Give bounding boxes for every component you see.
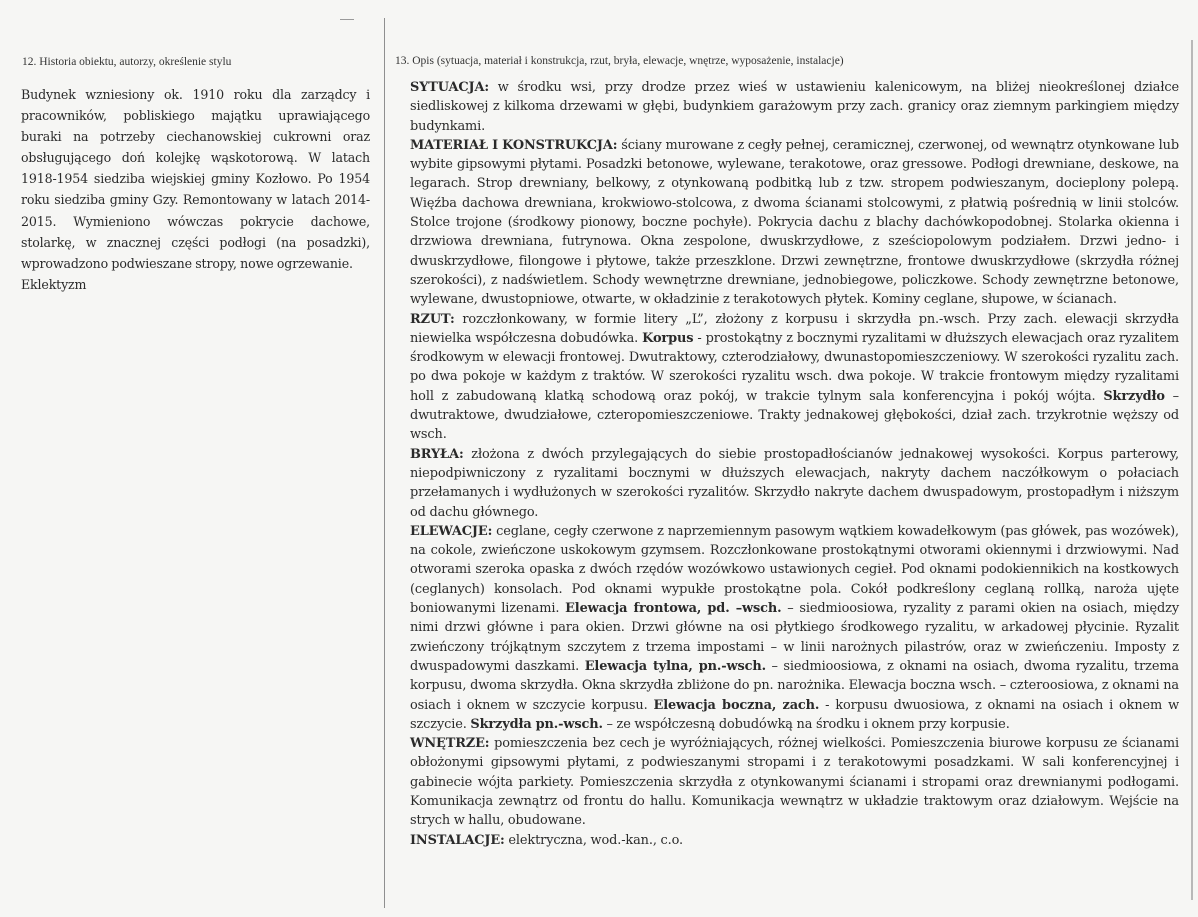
section-heading: BRYŁA:: [410, 446, 464, 462]
history-paragraph: Budynek wzniesiony ok. 1910 roku dla zarządcy i pracowników, pobliskiego majątku uprawiającego buraki na potrzeby ciechanowskiej cukrowni oraz obsługującego doń kolejkę wąskotorową. W latach 1918-1954 siedziba wiejskiej gminy Kozłowo. Po 1954 roku siedziba gminy Gzy. Remontowany w latach 2014-2015. Wymieniono wówczas pokrycie dachowe, stolarkę, w znacznej części podłogi (na posadzki), wprowadzono podwieszane stropy, nowe ogrzewanie.: [21, 87, 370, 271]
section-13-body: [410, 78, 1179, 850]
section-material: [410, 136, 1179, 310]
section-heading: RZUT:: [410, 311, 455, 327]
section-plan: [410, 310, 1179, 445]
section-12-header: 12. Historia obiektu, autorzy, określenie stylu: [22, 56, 232, 68]
section-text: – dwutraktowe, dwudziałowe, czteropomieszczeniowe. Trakty jednakowej głębokości, dział zach. trzykrotnie węższy od wsch.: [410, 388, 1179, 443]
section-heading: INSTALACJE:: [410, 832, 505, 848]
section-heading: ELEWACJE:: [410, 523, 493, 539]
section-text: - korpusu dwuosiowa, z oknami na osiach i oknem w szczycie.: [410, 697, 1179, 732]
section-13-header: 13. Opis (sytuacja, materiał i konstrukcja, rzut, bryła, elewacje, wnętrze, wyposażenie, instalacje): [395, 55, 844, 67]
section-text: – siedmioosiowa, z oknami na osiach, dwoma ryzalitu, trzema korpusu, dwoma skrzydła. Okna skrzydła zbliżone do pn. narożnika. Elewacja boczna wsch. – czteroosiowa, z oknami na osiach i oknem w szczycie korpusu.: [410, 658, 1180, 713]
section-heading: MATERIAŁ I KONSTRUKCJA:: [410, 137, 618, 153]
section-situation: [410, 78, 1179, 136]
section-elevations: [410, 522, 1179, 734]
section-12-body: [21, 84, 370, 295]
section-text: – ze współczesną dobudówką na środku i oknem przy korpusie.: [602, 716, 1010, 732]
section-heading: Elewacja tylna, pn.-wsch.: [584, 658, 766, 674]
section-heading: Korpus: [642, 330, 694, 346]
section-interior: [410, 734, 1179, 830]
column-divider: [384, 18, 385, 908]
section-heading: Skrzydło: [1103, 388, 1165, 404]
section-heading: SYTUACJA:: [410, 80, 489, 95]
page-edge: [1191, 40, 1193, 900]
section-text: ceglane, cegły czerwone z naprzemiennym pasowym wątkiem kowadełkowym (pas główek, pas wozówek), na cokole, zwieńczone uskokowym gzymsem. Rozczłonkowane prostokątnymi otworami okiennymi i drzwiowymi. Nad otworami szeroka opaska z dwóch rzędów wozówkowo ustawionych cegieł. Pod oknami podokiennikich na kostkowych (ceglanych) konsolach. Pod oknami wypukłe prostokątne pola. Cokół podkreślony ceglaną rollką, naroża ujęte boniowanymi lizenami.: [410, 523, 1179, 617]
section-text: elektryczna, wod.-kan., c.o.: [504, 832, 683, 848]
style-label: Eklektyzm: [21, 276, 87, 292]
section-text: złożona z dwóch przylegających do siebie prostopadłościanów jednakowej wysokości. Korpus parterowy, niepodpiwniczony z ryzalitami bocznymi w dłuższych elewacjach, nakryty dachem naczółkowym o połaciach przełamanych i wydłużonych w szerokości ryzalitów. Skrzydło nakryte dachem dwuspadowym, prostopadłym i niższym od dachu głównego.: [410, 446, 1179, 520]
section-heading: Elewacja boczna, zach.: [653, 697, 820, 713]
section-text: – siedmioosiowa, ryzality z parami okien na osiach, między nimi drzwi główne i para okien. Drzwi główne na osi płytkiego środkowego ryzalitu, w arkadowej płycinie. Ryzalit zwieńczony trójkątnym szczytem z trzema impostami – w linii narożnych pilastrów, oraz w zwieńczeniu. Imposty z dwuspadowymi daszkami.: [410, 601, 1179, 674]
section-heading: WNĘTRZE:: [410, 736, 490, 752]
section-text: w środku wsi, przy drodze przez wieś w ustawieniu kalenicowym, na bliżej nieokreślonej działce siedliskowej z kilkoma drzewami w głębi, budynkiem garażowym przy zach. granicy oraz ziemnym parkingiem między budynkami.: [410, 80, 1179, 134]
section-heading: Skrzydła pn.-wsch.: [470, 716, 603, 732]
section-text: pomieszczenia bez cech je wyróżniających, różnej wielkości. Pomieszczenia biurowe korpusu ze ścianami obłożonymi gipsowymi płytami, z podwieszanymi stropami i z terakotowymi posadzkami. W sali konferencyjnej i gabinecie wójta parkiety. Pomieszczenia skrzydła z otynkowanymi ścianami i stropami oraz drewnianymi podłogami. Komunikacja zewnątrz od frontu do hallu. Komunikacja wewnątrz w układzie traktowym oraz działowym. Wejście na strych w hallu, obudowane.: [410, 736, 1179, 829]
section-text: ściany murowane z cegły pełnej, ceramicznej, czerwonej, od wewnątrz otynkowane lub wybite gipsowymi płytami. Posadzki betonowe, wylewane, terakotowe, oraz gressowe. Podłogi drewniane, deskowe, na legarach. Strop drewniany, belkowy, z otynkowaną podbitką lub z tzw. stropem podwieszanym, docieplony polepą. Więźba dachowa drewniana, krokwiowo-stolcowa, z dwoma ścianami stolcowymi, z płatwią pośrednią w linii stolców. Stolce trojone (środkowy pionowy, boczne pochyłe). Pokrycia dachu z blachy dachówkopodobnej. Stolarka okienna i drzwiowa drewniana, futrynowa. Okna zespolone, dwuskrzydłowe, z sześciopolowym podziałem. Drzwi jedno- i dwuskrzydłowe, filongowe i płytowe, także przeszklone. Drzwi zewnętrzne, frontowe dwuskrzydłowe (skrzydła różnej szerokości), z nadświetlem. Schody wewnętrzne drewniane, jednobiegowe, policzkowe. Schody zewnętrzne betonowe, wylewane, dwustopniowe, otwarte, w okładzinie z terakotowych płytek. Kominy ceglane, słupowe, w ścianach.: [410, 137, 1179, 308]
section-massing: [410, 445, 1179, 522]
scan-mark: [340, 19, 354, 20]
section-heading: Elewacja frontowa, pd. –wsch.: [565, 601, 782, 617]
section-text: rozczłonkowany, w formie litery „L”, złożony z korpusu i skrzydła pn.-wsch. Przy zach. elewacji skrzydła niewielka współczesna dobudówka.: [410, 311, 1179, 346]
section-installations: [410, 831, 1179, 850]
section-text: - prostokątny z bocznymi ryzalitami w dłuższych elewacjach oraz ryzalitem środkowym w elewacji frontowej. Dwutraktowy, czterodziałowy, dwunastopomieszczeniowy. W szerokości ryzalitu zach. po dwa pokoje w każdym z traktów. W szerokości ryzalitu wsch. dwa pokoje. W trakcie frontowym między ryzalitami holl z zabudowaną klatką schodową oraz pokój, w trakcie tylnym sala konferencyjna i pokój wójta.: [410, 330, 1179, 404]
